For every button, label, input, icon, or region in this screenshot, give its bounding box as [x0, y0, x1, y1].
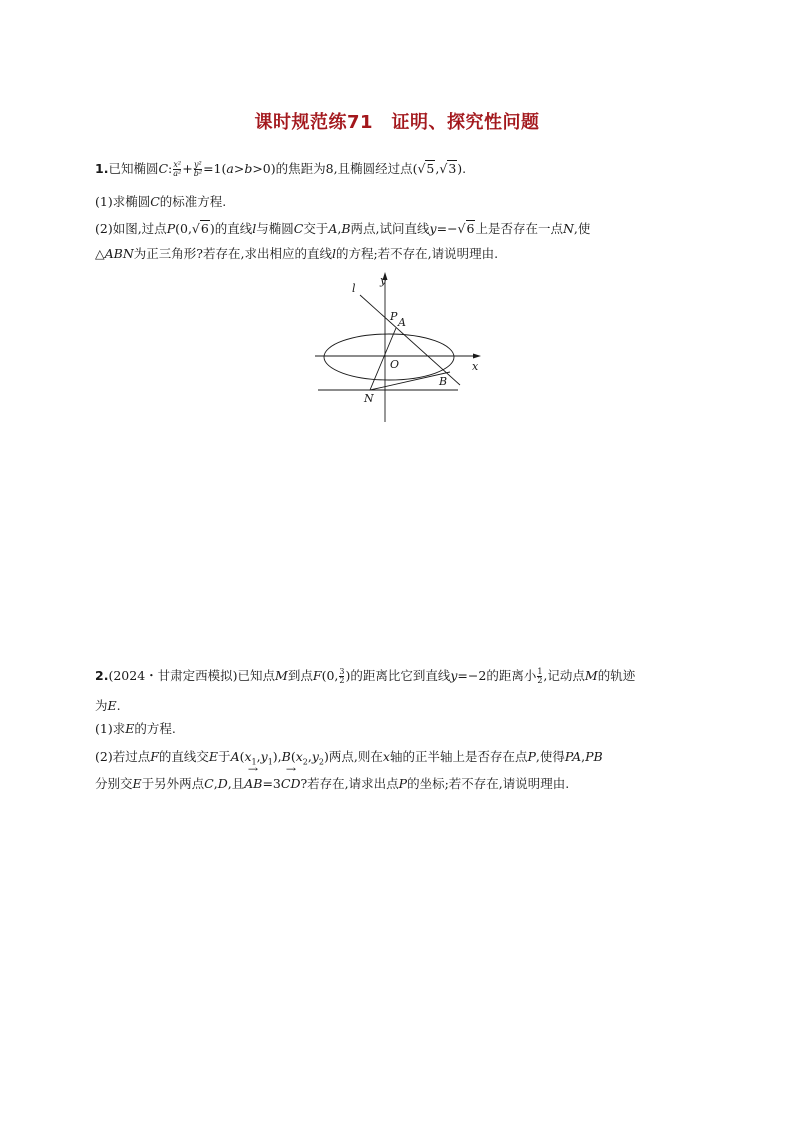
- subscript: 1: [267, 757, 273, 767]
- text: (0,: [175, 221, 192, 236]
- text: ,且: [227, 776, 245, 791]
- label-l: l: [352, 282, 356, 295]
- fraction-x2-a2: [173, 161, 181, 178]
- label-a: A: [398, 316, 406, 329]
- text: ,: [435, 161, 440, 176]
- var: D: [217, 776, 228, 791]
- text: 与椭圆: [256, 221, 294, 236]
- problem-2-question-2: [95, 748, 603, 772]
- sqrt-6b: √6: [457, 221, 475, 236]
- radicand: 6: [200, 221, 209, 236]
- text: >0): [252, 161, 276, 176]
- fraction-1-2: [537, 668, 542, 685]
- problem-2-question-1: [95, 720, 176, 738]
- var: y: [311, 749, 319, 764]
- problem-1-question-1: [95, 193, 226, 211]
- text: )两点,则在: [324, 749, 383, 764]
- text: (1)求椭圆: [95, 194, 151, 209]
- text: 已知椭圆: [108, 161, 159, 176]
- text: 交于: [303, 221, 329, 236]
- var: C: [158, 161, 169, 176]
- var: E: [208, 749, 219, 764]
- var: E: [125, 721, 135, 736]
- text: 的轨迹: [597, 668, 636, 683]
- subscript: 1: [251, 757, 257, 767]
- text: =−2的距离小: [457, 668, 537, 683]
- var: B: [281, 749, 291, 764]
- var: b²: [193, 169, 203, 178]
- label-p: P: [390, 310, 398, 323]
- var: C: [150, 194, 160, 209]
- text: ),: [272, 749, 282, 764]
- ellipse-c: [324, 334, 454, 380]
- text: 的坐标;若不存在,请说明理由.: [407, 776, 570, 791]
- x-axis-arrow: [473, 354, 481, 359]
- var: P: [166, 221, 176, 236]
- var: x: [382, 749, 390, 764]
- text: 分别交: [95, 776, 133, 791]
- text: ,: [337, 221, 342, 236]
- triangle-abn: [370, 328, 450, 390]
- var: l: [331, 246, 336, 261]
- text: ,使得: [535, 749, 565, 764]
- text: 的方程.: [134, 721, 176, 736]
- label-o: O: [390, 358, 400, 371]
- var: y: [450, 668, 458, 683]
- text: ,使: [573, 221, 591, 236]
- var: B: [341, 221, 351, 236]
- var: M: [584, 668, 598, 683]
- text: 为正三角形?若存在,求出相应的直线: [133, 246, 332, 261]
- text: (1)求: [95, 721, 126, 736]
- denominator: 2: [339, 676, 345, 685]
- text: ,记动点: [543, 668, 585, 683]
- text: .: [116, 698, 121, 713]
- text: =1(: [203, 161, 227, 176]
- var: M: [275, 668, 288, 683]
- text: △: [95, 246, 105, 261]
- text: 于: [218, 749, 231, 764]
- sqrt-5: √5: [417, 161, 435, 176]
- var: x: [295, 749, 303, 764]
- text: (2)如图,过点: [95, 221, 167, 236]
- line-l: [360, 295, 460, 385]
- text: 到点: [287, 668, 313, 683]
- problem-1-question-2: [95, 220, 590, 238]
- ellipse-figure: [310, 270, 490, 430]
- vector-ab: → AB: [244, 775, 262, 793]
- label-y: y: [380, 274, 387, 287]
- var: P: [398, 776, 408, 791]
- text: =−: [436, 221, 458, 236]
- var: F: [312, 668, 322, 683]
- var: E: [107, 698, 117, 713]
- text: 为: [95, 698, 108, 713]
- var: A: [230, 749, 240, 764]
- problem-2-line-1: [95, 667, 635, 685]
- problem-1-number: 1.: [95, 161, 109, 176]
- var: A: [328, 221, 338, 236]
- var: E: [132, 776, 142, 791]
- text: 的标准方程.: [159, 194, 227, 209]
- problem-2-number: 2.: [95, 668, 109, 683]
- problem-1-question-2-cont: [95, 245, 498, 263]
- text: 已知点: [237, 668, 276, 683]
- source: (2024・甘肃定西模拟): [108, 668, 238, 683]
- var: b: [244, 161, 253, 176]
- var: P: [527, 749, 536, 764]
- text: ).: [457, 161, 467, 176]
- page-title: 课时规范练71 证明、探究性问题: [254, 112, 540, 133]
- text: 的焦距为8,且椭圆经过点(: [275, 161, 418, 176]
- text: 上是否存在一点: [475, 221, 563, 236]
- var: y²: [194, 160, 202, 169]
- var: y: [260, 749, 268, 764]
- var: C: [293, 221, 304, 236]
- text: 轴的正半轴上是否存在点: [389, 749, 528, 764]
- text: 的方程;若不存在,请说明理由.: [335, 246, 499, 261]
- fraction-y2-b2: [194, 161, 202, 178]
- var: ABN: [104, 246, 134, 261]
- var: F: [150, 749, 159, 764]
- text: (2)若过点: [95, 749, 151, 764]
- text: +: [182, 161, 193, 176]
- var: PB: [585, 749, 603, 764]
- text: (0,: [321, 668, 339, 683]
- text: )的距离比它到直线: [345, 668, 451, 683]
- var: x²: [173, 160, 182, 169]
- var: x: [244, 749, 252, 764]
- problem-2-question-2-cont: [95, 775, 569, 793]
- sqrt-3: √3: [439, 161, 457, 176]
- text: 的直线交: [158, 749, 209, 764]
- denominator: 2: [537, 676, 543, 685]
- sqrt-6: √6: [191, 221, 209, 236]
- var: PA: [564, 749, 582, 764]
- radicand: 3: [448, 161, 457, 176]
- text: ,: [213, 776, 218, 791]
- var: a: [226, 161, 234, 176]
- var: y: [429, 221, 437, 236]
- problem-1-line-1: [95, 160, 466, 178]
- problem-2-line-2: [95, 697, 121, 715]
- vector-cd: → CD: [281, 775, 301, 793]
- var: l: [252, 221, 257, 236]
- text: 于另外两点: [141, 776, 205, 791]
- text: )的直线: [209, 221, 253, 236]
- text: 两点,试问直线: [350, 221, 430, 236]
- text: (: [290, 749, 296, 764]
- label-n: N: [364, 392, 374, 405]
- text: >: [233, 161, 245, 176]
- text: ,: [581, 749, 586, 764]
- text: :: [168, 161, 173, 176]
- numerator: 1: [537, 667, 543, 676]
- text: ,: [256, 749, 261, 764]
- var: a²: [173, 169, 182, 178]
- radicand: 6: [466, 221, 475, 236]
- text: (: [239, 749, 245, 764]
- text: =3: [262, 776, 281, 791]
- label-b: B: [439, 375, 448, 388]
- text: ?若存在,请求出点: [300, 776, 399, 791]
- subscript: 2: [302, 757, 308, 767]
- numerator: 3: [339, 667, 345, 676]
- radicand: 5: [426, 161, 435, 176]
- subscript: 2: [318, 757, 325, 767]
- fraction-3-2: [339, 668, 344, 685]
- var: C: [204, 776, 214, 791]
- var: N: [562, 221, 574, 236]
- text: ,: [307, 749, 312, 764]
- label-x: x: [472, 360, 479, 373]
